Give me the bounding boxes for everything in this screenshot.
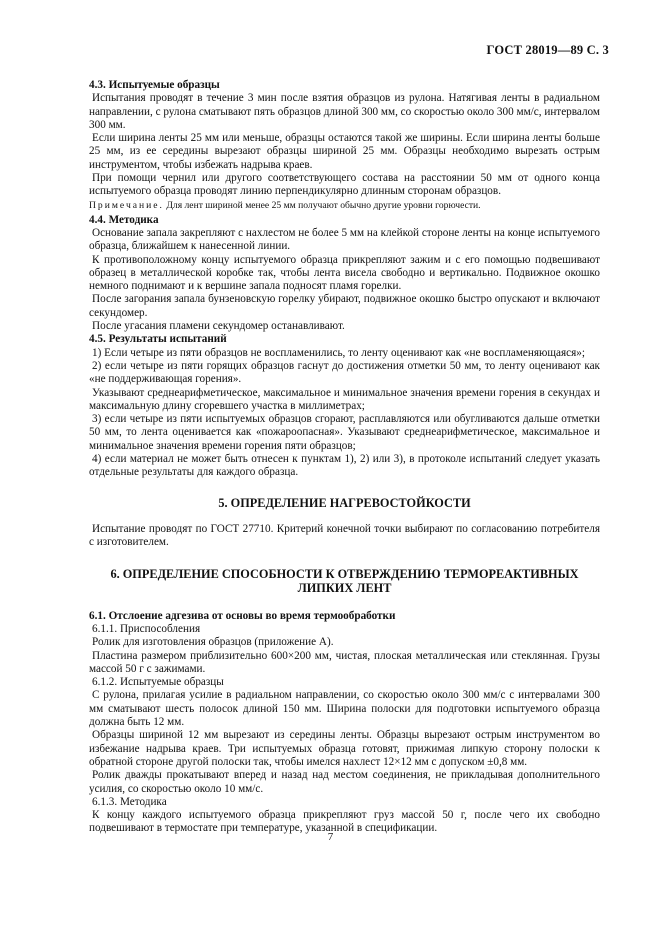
section-4-5-item-3: 3) если четыре из пяти испытуемых образцов сгорают, расплавляются или обугливаются дальше отметки 50 мм, то лента оценивается как «пожароопасная». Указывают среднеарифметическое, максимальное и минимальное значения времени горения пяти образцов;	[89, 413, 600, 452]
section-6-heading-line-2: ЛИПКИХ ЛЕНТ	[297, 581, 392, 596]
section-6-1-2-paragraph-1: С рулона, прилагая усилие в радиальном направлении, со скоростью около 300 мм/с с интервалами 300 мм сматывают шесть полосок длиной 150 мм. Ширина полоски для подготовки испытуемого образца должна быть 12 мм.	[89, 689, 600, 729]
section-4-4-paragraph-4: После угасания пламени секундомер останавливают.	[92, 320, 345, 333]
section-6-1-2-paragraph-3: Ролик дважды прокатывают вперед и назад над местом соединения, не прикладывая дополнительного усилия, со скоростью около 10 мм/с.	[89, 769, 600, 795]
section-6-1-3-paragraph-1: К концу каждого испытуемого образца прикрепляют груз массой 50 г, после чего их свободно подвешивают в термостате при температуре, указанной в спецификации.	[89, 809, 600, 835]
section-6-1-3-title: 6.1.3. Методика	[92, 795, 167, 808]
section-4-4-paragraph-1: Основание запала закрепляют с нахлестом не более 5 мм на клейкой стороне ленты на конце испытуемого образца, ближайшем к нанесенной линии.	[89, 226, 600, 253]
section-5-heading: 5. ОПРЕДЕЛЕНИЕ НАГРЕВОСТОЙКОСТИ	[218, 495, 471, 510]
section-6-1-title: 6.1. Отслоение адгезива от основы во время термообработки	[89, 609, 396, 622]
section-4-3-title: 4.3. Испытуемые образцы	[89, 79, 220, 91]
section-4-3-note	[89, 199, 600, 212]
section-4-3-paragraph-1: Испытания проводят в течение 3 мин после взятия образцов из рулона. Натягивая ленты в радиальном направлении, с рулона сматывают пять образцов длиной 300 мм, со скоростью около 300 мм/с, интервалом 300 мм.	[89, 92, 600, 131]
section-6-1-2-paragraph-2: Образцы шириной 12 мм вырезают из середины ленты. Образцы вырезают острым инструментом во избежание надрыва краев. Три испытуемых образца готовят, прижимая липкую сторону полоски к обратной стороне другой полоски так, чтобы имелся нахлест 12×12 мм с допуском ±0,8 мм.	[89, 729, 600, 768]
section-4-4-paragraph-3: После загорания запала бунзеновскую горелку убирают, подвижное окошко быстро опускают и включают секундомер.	[89, 293, 600, 319]
section-6-1-1-paragraph-1: Ролик для изготовления образцов (приложение А).	[92, 636, 334, 649]
section-4-4-paragraph-2: К противоположному концу испытуемого образца прикрепляют зажим и с его помощью подвешивают образец в металлической коробке так, чтобы лента висела свободно и вертикально. Подвижное окошко немного поднимают и к вершине запала подносят пламя горелки.	[89, 253, 600, 293]
section-4-5-title: 4.5. Результаты испытаний	[89, 333, 227, 346]
section-4-5-item-4: 4) если материал не может быть отнесен к пунктам 1), 2) или 3), в протоколе испытаний следует указать отдельные результаты для каждого образца.	[89, 453, 600, 479]
page-number: 7	[327, 831, 334, 843]
section-4-3-paragraph-3: При помощи чернил или другого соответствующего состава на расстоянии 50 мм от одного конца испытуемого образца проводят линию перпендикулярно длинным сторонам образцов.	[89, 172, 600, 198]
note-text: Для лент шириной менее 25 мм получают обычно другие уровни горючести.	[166, 199, 481, 211]
section-6-1-2-title: 6.1.2. Испытуемые образцы	[92, 676, 224, 689]
page-content	[89, 79, 600, 836]
section-6-heading	[89, 567, 600, 596]
section-4-5-item-2: 2) если четыре из пяти горящих образцов гаснут до достижения отметки 50 мм, то ленту оценивают как «не поддерживающая горения».	[89, 359, 600, 386]
page-header: ГОСТ 28019—89 С. 3	[486, 43, 609, 57]
section-4-5-paragraph: Указывают среднеарифметическое, максимальное и минимальное значения времени горения в секундах и максимальную длину сгоревшего участка в миллиметрах;	[89, 386, 600, 412]
section-5-paragraph: Испытание проводят по ГОСТ 27710. Критерий конечной точки выбирают по согласованию потребителя с изготовителем.	[89, 523, 600, 549]
section-6-1-1-paragraph-2: Пластина размером приблизительно 600×200 мм, чистая, плоская металлическая или стеклянная. Грузы массой 50 г с зажимами.	[89, 649, 600, 675]
section-4-4-title: 4.4. Методика	[89, 213, 159, 226]
section-6-heading-line-1: 6. ОПРЕДЕЛЕНИЕ СПОСОБНОСТИ К ОТВЕРЖДЕНИЮ ТЕРМОРЕАКТИВНЫХ	[110, 566, 579, 581]
section-6-1-1-title: 6.1.1. Приспособления	[92, 623, 201, 635]
section-4-5-item-1: 1) Если четыре из пяти образцов не воспламенились, то ленту оценивают как «не воспламеняющаяся»;	[92, 346, 585, 359]
section-4-3-paragraph-2: Если ширина ленты 25 мм или меньше, образцы остаются такой же ширины. Если ширина ленты больше 25 мм, из ее середины вырезают образцы шириной 25 мм. Образцы необходимо вырезать острым инструментом, чтобы избежать надрыва краев.	[89, 132, 600, 171]
note-label: Примечание.	[89, 199, 164, 211]
